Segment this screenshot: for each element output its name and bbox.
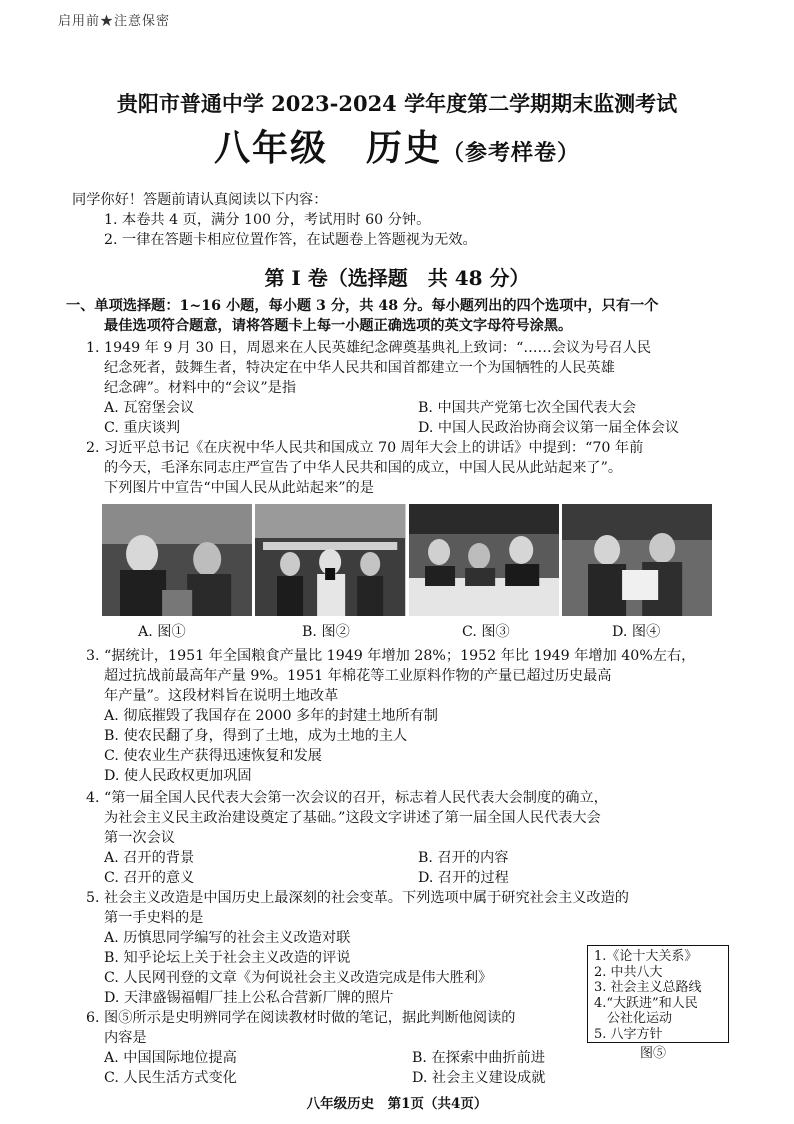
q2-option-a[interactable]: A. 图① [138, 624, 186, 640]
q6-stem: 6. 图⑤所示是史明辨同学在阅读教材时做的笔记，据此判断他阅读的 [86, 1010, 516, 1026]
q5-stem: 5. 社会主义改造是中国历史上最深刻的社会变革。下列选项中属于研究社会主义改造的 [86, 890, 629, 906]
q3-option-d[interactable]: D. 使人民政权更加巩固 [104, 768, 252, 784]
q1-option-c[interactable]: C. 重庆谈判 [104, 420, 181, 436]
q2-stem: 下列图片中宣告“中国人民从此站起来”的是 [104, 480, 374, 496]
q3-stem: 年产量”。这段材料旨在说明土地改革 [104, 688, 339, 704]
note-item: 1.《论十大关系》 [594, 949, 698, 964]
q2-photo-1 [102, 504, 252, 616]
exam-title: 贵阳市普通中学 2023-2024 学年度第二学期期末监测考试 [116, 91, 678, 116]
q5-option-c[interactable]: C. 人民网刊登的文章《为何说社会主义改造完成是伟大胜利》 [104, 970, 493, 986]
page-footer: 八年级历史 第1页（共4页） [306, 1096, 488, 1112]
q2-option-c[interactable]: C. 图③ [462, 624, 510, 640]
q2-option-b[interactable]: B. 图② [302, 624, 350, 640]
q4-stem: 为社会主义民主政治建设奠定了基础。”这段文字讲述了第一届全国人民代表大会 [104, 810, 601, 826]
subject-title-main: 八年级 历史 [213, 127, 442, 169]
q6-option-b[interactable]: B. 在探索中曲折前进 [412, 1050, 545, 1066]
confidential-note: 启用前★注意保密 [58, 14, 171, 29]
note-item: 4.“大跃进”和人民 [594, 995, 698, 1011]
q2-stem: 2. 习近平总书记《在庆祝中华人民共和国成立 70 周年大会上的讲话》中提到：“70 年前 [86, 440, 644, 456]
instructions-greeting: 同学你好！答题前请认真阅读以下内容： [72, 192, 328, 208]
note-item: 5. 八字方针 [594, 1026, 663, 1042]
q1-stem: 纪念死者，鼓舞生者，特决定在中华人民共和国首都建立一个为国牺牲的人民英雄 [104, 360, 615, 376]
q2-photo-2 [255, 504, 405, 616]
section-intro: 最佳选项符合题意，请将答题卡上每一小题正确选项的英文字母符号涂黑。 [104, 318, 573, 334]
q3-option-a[interactable]: A. 彻底摧毁了我国存在 2000 多年的封建土地所有制 [104, 708, 438, 724]
q1-option-b[interactable]: B. 中国共产党第七次全国代表大会 [418, 400, 637, 416]
q4-option-a[interactable]: A. 召开的背景 [104, 850, 195, 866]
q5-option-b[interactable]: B. 知乎论坛上关于社会主义改造的评说 [104, 950, 351, 966]
subject-title-sub: （参考样卷） [442, 140, 581, 166]
q5-stem: 第一手史料的是 [104, 910, 204, 926]
instruction-item: 1. 本卷共 4 页，满分 100 分，考试用时 60 分钟。 [104, 212, 431, 228]
q6-option-d[interactable]: D. 社会主义建设成就 [412, 1070, 546, 1086]
q2-photo-strip [102, 504, 712, 616]
q3-stem: 超过抗战前最高年产量 9%。1951 年棉花等工业原料作物的产量已超过历史最高 [104, 668, 612, 684]
figure-5-label: 图⑤ [640, 1046, 667, 1061]
q4-option-c[interactable]: C. 召开的意义 [104, 870, 195, 886]
q3-stem: 3. “据统计，1951 年全国粮食产量比 1949 年增加 28%；1952 年比 1949 年增加 40%左右， [86, 648, 696, 664]
q1-option-a[interactable]: A. 瓦窑堡会议 [104, 400, 195, 416]
q2-stem: 的今天，毛泽东同志庄严宣告了中华人民共和国的成立，中国人民从此站起来了”。 [104, 460, 623, 476]
q6-option-a[interactable]: A. 中国国际地位提高 [104, 1050, 237, 1066]
note-item: 3. 社会主义总路线 [594, 980, 702, 995]
q3-option-b[interactable]: B. 使农民翻了身，得到了土地，成为土地的主人 [104, 728, 408, 744]
note-item: 2. 中共八大 [594, 964, 663, 980]
q5-option-d[interactable]: D. 天津盛锡福帽厂挂上公私合营新厂牌的照片 [104, 990, 394, 1006]
q6-note-box [587, 945, 729, 1043]
q6-option-c[interactable]: C. 人民生活方式变化 [104, 1070, 237, 1086]
q1-stem: 纪念碑”。材料中的“会议”是指 [104, 380, 297, 396]
q4-option-d[interactable]: D. 召开的过程 [418, 870, 509, 886]
q5-option-a[interactable]: A. 历慎思同学编写的社会主义改造对联 [104, 930, 351, 946]
q3-option-c[interactable]: C. 使农业生产获得迅速恢复和发展 [104, 748, 322, 764]
section-title: 第 I 卷（选择题 共 48 分） [264, 266, 530, 290]
note-item: 公社化运动 [594, 1011, 673, 1026]
q2-option-d[interactable]: D. 图④ [612, 624, 661, 640]
instruction-item: 2. 一律在答题卡相应位置作答，在试题卷上答题视为无效。 [104, 232, 477, 248]
q2-photo-4 [562, 504, 712, 616]
q4-stem: 4. “第一届全国人民代表大会第一次会议的召开，标志着人民代表大会制度的确立， [86, 790, 608, 806]
q4-stem: 第一次会议 [104, 830, 175, 846]
q6-stem: 内容是 [104, 1030, 147, 1046]
q1-stem: 1. 1949 年 9 月 30 日，周恩来在人民英雄纪念碑奠基典礼上致词：“……会议为号召人民 [86, 340, 652, 356]
subject-title [0, 120, 794, 171]
section-intro: 一、单项选择题：1~16 小题，每小题 3 分，共 48 分。每小题列出的四个选项中，只有一个 [66, 298, 659, 314]
q1-option-d[interactable]: D. 中国人民政治协商会议第一届全体会议 [418, 420, 680, 436]
q4-option-b[interactable]: B. 召开的内容 [418, 850, 509, 866]
q2-photo-3 [409, 504, 559, 616]
